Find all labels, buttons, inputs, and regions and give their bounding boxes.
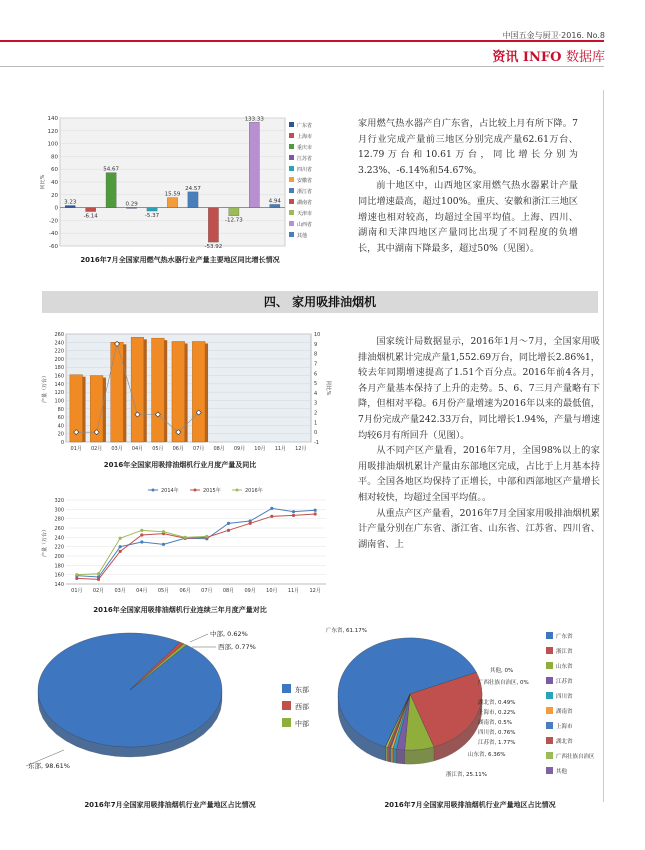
y-tick-label: 140 xyxy=(47,116,58,122)
data-label: 0.29 xyxy=(125,201,138,208)
data-label: -12.73 xyxy=(224,217,243,224)
pie-side xyxy=(388,747,390,762)
legend-label: 湖南省 xyxy=(297,200,313,206)
legend-label: 广东省 xyxy=(556,634,573,640)
legend-swatch xyxy=(289,166,294,171)
y-tick-label: 240 xyxy=(54,535,64,542)
series-point xyxy=(314,509,317,512)
x-tick-label: 03月 xyxy=(114,588,126,594)
x-tick-label: 12月 xyxy=(295,446,307,452)
x-tick-label: 10月 xyxy=(254,446,266,452)
bar xyxy=(208,208,218,243)
legend-swatch xyxy=(546,632,553,639)
legend-label: 天津市 xyxy=(297,211,313,217)
series-point xyxy=(270,507,273,510)
leader-line xyxy=(190,634,208,642)
series-point xyxy=(314,512,317,515)
chart3-caption: 2016年全国家用吸排油烟机行业连续三年月度产量对比 xyxy=(93,606,267,614)
legend-label: 2015年 xyxy=(203,488,221,494)
y-tick-label: 120 xyxy=(47,128,58,135)
y-tick-label: 60 xyxy=(57,415,64,422)
legend-label: 中部 xyxy=(295,720,309,728)
section-header xyxy=(492,46,605,65)
legend-label: 西部 xyxy=(295,703,309,711)
pie-side xyxy=(396,749,404,764)
legend-swatch xyxy=(289,122,294,127)
x-tick-label: 08月 xyxy=(213,446,225,452)
legend-label: 广西壮族自治区 xyxy=(556,754,595,760)
series-point xyxy=(75,577,78,580)
data-label: 湖南省, 0.5% xyxy=(478,720,512,726)
y2-tick-label: -1 xyxy=(314,440,319,446)
legend-swatch xyxy=(282,718,291,727)
bar xyxy=(249,122,259,207)
legend-swatch xyxy=(282,684,291,693)
growth-bar-chart xyxy=(40,112,330,262)
x-tick-label: 04月 xyxy=(136,588,148,594)
data-label: 浙江省, 25.11% xyxy=(446,772,487,778)
y-tick-label: 100 xyxy=(54,398,64,405)
bar-side xyxy=(144,339,147,442)
legend-label: 江苏省 xyxy=(556,679,573,685)
data-label: 15.59 xyxy=(164,191,181,198)
x-tick-label: 08月 xyxy=(222,588,235,594)
legend-swatch xyxy=(289,221,294,226)
pie-side xyxy=(385,747,387,762)
bar xyxy=(172,341,185,442)
series-point xyxy=(227,522,230,525)
series-point xyxy=(162,530,165,533)
x-tick-label: 01月 xyxy=(70,446,82,452)
legend-label: 2014年 xyxy=(161,488,179,494)
legend-label: 山西省 xyxy=(297,222,313,228)
legend-label: 上海市 xyxy=(556,724,573,730)
data-label: 上海市, 0.22% xyxy=(478,710,516,716)
y-tick-label: 280 xyxy=(54,516,64,523)
bar xyxy=(229,208,239,216)
y-tick-label: 60 xyxy=(51,167,58,174)
legend-label: 浙江省 xyxy=(297,189,313,195)
x-tick-label: 11月 xyxy=(287,588,300,594)
x-tick-label: 07月 xyxy=(193,446,205,452)
legend-swatch xyxy=(546,647,553,654)
legend-swatch xyxy=(289,232,294,237)
legend-swatch xyxy=(546,692,553,699)
y-tick-label: 100 xyxy=(47,141,58,148)
legend-swatch xyxy=(289,177,294,182)
data-label: 中部, 0.62% xyxy=(210,630,248,638)
series-point xyxy=(140,529,143,532)
x-tick-label: 02月 xyxy=(90,446,103,452)
x-tick-label: 12月 xyxy=(309,588,321,594)
y-tick-label: 180 xyxy=(54,365,64,372)
y-tick-label: 20 xyxy=(51,192,58,199)
legend-marker xyxy=(194,489,197,492)
bar xyxy=(192,341,205,442)
bar xyxy=(147,208,157,211)
series-point xyxy=(119,550,122,553)
series-point xyxy=(227,529,230,532)
series-point xyxy=(205,535,208,538)
y-tick-label: 140 xyxy=(54,582,64,588)
x-tick-label: 06月 xyxy=(172,446,184,452)
data-label: 山东省, 6.36% xyxy=(468,752,506,758)
chart1-caption: 2016年7月全国家用燃气热水器行业产量主要地区同比增长情况 xyxy=(80,256,280,264)
series-point xyxy=(140,533,143,536)
bar xyxy=(152,338,165,442)
x-tick-label: 03月 xyxy=(111,446,123,452)
bar xyxy=(131,337,144,442)
data-label: -5.37 xyxy=(144,213,160,220)
y-tick-label: 20 xyxy=(57,431,64,438)
legend-label: 上海市 xyxy=(297,134,313,140)
series-point xyxy=(97,572,100,575)
legend-label: 东部 xyxy=(295,686,309,694)
paragraph-3: 国家统计局数据显示，2016年1月～7月，全国家用吸排油烟机累计完成产量1,552.69万台，同比增长2.86%1，较去年同期增速提高了1.51个百分点。2016年前4各月，各月产量基本保持了上升的走势。5、6、7三月产量略有下降，但相对平稳。6月份产量增速为2016年以来的最低值，7月份完成产量242.33万台，同比增长1.94%，产量与增速均较6月有所回升（见图）。 xyxy=(358,336,600,441)
data-label: 西部, 0.77% xyxy=(218,643,256,651)
legend-label: 其他 xyxy=(297,233,308,239)
region-pie-chart xyxy=(20,622,340,792)
y-tick-label: 260 xyxy=(54,332,64,338)
data-label: 广西壮族自治区, 0% xyxy=(478,680,529,686)
legend-swatch xyxy=(546,662,553,669)
series-point xyxy=(270,515,273,518)
bar xyxy=(65,206,75,208)
y2-tick-label: 0 xyxy=(314,430,318,437)
data-label: 24.57 xyxy=(185,185,201,192)
paragraph-2: 前十地区中，山西地区家用燃气热水器累计产量同比增速最高，超过100%。重庆、安徽和浙江三地区增速也相对较高，均超过全国平均值。上海、四川、湖南和天津四地区产量同比出现了不同程度的负增长，其中湖南下降最多，超过50%（见图）。 xyxy=(358,180,578,254)
y2-tick-label: 1 xyxy=(314,420,318,427)
y-tick-label: 40 xyxy=(51,180,58,186)
x-tick-label: 05月 xyxy=(157,588,170,594)
y-tick-label: 120 xyxy=(54,390,64,397)
paragraph-block-2 xyxy=(358,334,600,552)
x-tick-label: 04月 xyxy=(131,446,144,452)
y-tick-label: 320 xyxy=(54,498,64,504)
series-line xyxy=(77,530,207,574)
y-tick-label: -40 xyxy=(49,231,58,238)
series-point xyxy=(119,537,122,540)
legend-label: 2016年 xyxy=(245,488,263,494)
bar xyxy=(167,198,177,208)
series-point xyxy=(249,522,252,525)
y-tick-label: 0 xyxy=(60,440,64,446)
x-tick-label: 10月 xyxy=(266,588,278,594)
y2-tick-label: 7 xyxy=(314,361,318,368)
bar xyxy=(270,204,280,207)
data-label: 江苏省, 1.77% xyxy=(478,740,516,746)
paragraph-block-1 xyxy=(358,116,578,256)
header-divider xyxy=(0,66,604,67)
legend-swatch xyxy=(289,144,294,149)
y-tick-label: -20 xyxy=(49,218,58,225)
legend-label: 浙江省 xyxy=(556,649,573,655)
section-label: 资讯 INFO xyxy=(492,50,562,65)
x-tick-label: 06月 xyxy=(179,588,191,594)
bar xyxy=(126,207,136,208)
y2-tick-label: 10 xyxy=(314,332,321,338)
legend-label: 四川省 xyxy=(556,694,573,700)
data-label: 广东省, 61.17% xyxy=(326,628,367,634)
legend-swatch xyxy=(546,677,553,684)
legend-marker xyxy=(152,489,155,492)
series-point xyxy=(292,514,295,517)
data-label: 133.33 xyxy=(244,116,264,123)
y2-tick-label: 8 xyxy=(314,351,318,358)
legend-swatch xyxy=(289,133,294,138)
series-point xyxy=(119,545,122,548)
bar-side xyxy=(164,340,167,442)
data-label: -53.92 xyxy=(204,244,223,251)
y2-axis-label: 同比% xyxy=(325,380,331,396)
legend-swatch xyxy=(289,188,294,193)
province-pie-chart xyxy=(318,622,604,797)
y-tick-label: 240 xyxy=(54,340,64,347)
pie-side xyxy=(393,749,396,764)
y-tick-label: 220 xyxy=(54,348,64,355)
x-tick-label: 09月 xyxy=(244,588,256,594)
legend-marker xyxy=(236,489,239,492)
y-tick-label: 180 xyxy=(54,563,64,570)
legend-label: 安徽省 xyxy=(297,178,313,184)
monthly-output-chart xyxy=(40,330,335,465)
section-title: 四、 家用吸排油烟机 xyxy=(42,291,598,313)
legend-label: 湖北省 xyxy=(556,739,573,745)
data-label: 湖北省, 0.49% xyxy=(478,700,516,706)
section-sublabel: 数据库 xyxy=(565,50,605,65)
legend-label: 其他 xyxy=(556,769,568,775)
data-label: 东部, 98.61% xyxy=(28,762,70,770)
legend-swatch xyxy=(289,210,294,215)
y-tick-label: 300 xyxy=(54,507,64,514)
y2-tick-label: 6 xyxy=(314,371,318,378)
legend-label: 重庆市 xyxy=(297,145,313,151)
pie2-caption: 2016年7月全国家用吸排油烟机行业产量地区占比情况 xyxy=(384,801,556,809)
y-tick-label: 80 xyxy=(57,406,64,413)
legend-label: 广东省 xyxy=(297,123,313,129)
three-year-line-chart xyxy=(40,484,335,604)
y-axis-label: 同比% xyxy=(40,174,46,190)
x-tick-label: 07月 xyxy=(201,588,213,594)
y2-tick-label: 2 xyxy=(314,410,318,417)
legend-label: 江苏省 xyxy=(297,156,313,162)
header-rule xyxy=(0,40,604,42)
legend-label: 湖南省 xyxy=(556,709,573,715)
y-tick-label: -60 xyxy=(49,244,58,250)
legend-label: 四川省 xyxy=(297,167,313,173)
series-point xyxy=(184,536,187,539)
paragraph-1: 家用燃气热水器产自广东省，占比较上月有所下降。7月行业完成产量前三地区分别完成产量62.61万台、12.79万台和10.61万台，同比增长分别为3.23%、-6.14%和54.67%。 xyxy=(358,118,578,176)
bar-side xyxy=(123,344,126,442)
chart2-caption: 2016年全国家用吸排油烟机行业月度产量及同比 xyxy=(103,461,257,469)
legend-swatch xyxy=(546,767,553,774)
y-axis-label: 产量（万台） xyxy=(42,372,48,404)
data-label: 4.94 xyxy=(268,198,281,205)
y-tick-label: 220 xyxy=(54,544,64,551)
y-tick-label: 160 xyxy=(54,572,64,579)
series-point xyxy=(75,573,78,576)
data-label: 3.23 xyxy=(64,199,77,206)
bar xyxy=(86,208,96,212)
legend-swatch xyxy=(289,155,294,160)
x-tick-label: 01月 xyxy=(71,588,83,594)
x-tick-label: 09月 xyxy=(233,446,246,452)
series-point xyxy=(162,543,165,546)
legend-swatch xyxy=(289,199,294,204)
bar-side xyxy=(185,343,188,442)
paragraph-5: 从重点产区产量看，2016年7月全国家用吸排油烟机累计产量分别在广东省、浙江省、山东省、江苏省、四川省、湖南省、上 xyxy=(358,507,600,550)
x-tick-label: 05月 xyxy=(152,446,164,452)
bar-side xyxy=(103,378,106,442)
paragraph-4: 从不同产区产量看，2016年7月，全国98%以上的家用吸排油烟机累计产量由东部地区完成，占比于上月基本持平。全国各地区均保持了正增长，中部和西部地区产量增长相对较快，均超过全国平均值。。 xyxy=(358,445,600,503)
bar-side xyxy=(205,343,208,442)
legend-label: 山东省 xyxy=(556,664,573,670)
data-label: 四川省, 0.76% xyxy=(478,730,516,736)
series-point xyxy=(292,510,295,513)
legend-swatch xyxy=(282,701,291,710)
y-tick-label: 140 xyxy=(54,381,64,388)
y-tick-label: 40 xyxy=(57,423,64,430)
y-tick-label: 160 xyxy=(54,373,64,380)
legend-swatch xyxy=(546,707,553,714)
y-tick-label: 80 xyxy=(51,154,58,161)
legend-swatch xyxy=(546,752,553,759)
y2-tick-label: 5 xyxy=(314,381,318,388)
data-label: 54.67 xyxy=(103,166,120,173)
legend-swatch xyxy=(546,722,553,729)
data-label: 其他, 0% xyxy=(490,668,514,674)
legend-swatch xyxy=(546,737,553,744)
y2-tick-label: 4 xyxy=(314,390,318,397)
issue-label: 中国五金与厨卫·2016. No.8 xyxy=(502,31,605,40)
bar xyxy=(188,192,198,208)
y-tick-label: 0 xyxy=(54,205,58,212)
series-point xyxy=(140,540,143,543)
x-tick-label: 11月 xyxy=(274,446,287,452)
y-tick-label: 260 xyxy=(54,526,64,532)
data-label: -6.14 xyxy=(83,213,98,220)
y-tick-label: 200 xyxy=(54,554,64,560)
pie-side xyxy=(390,748,391,762)
y2-tick-label: 9 xyxy=(314,341,318,348)
bar xyxy=(106,173,116,208)
y-tick-label: 200 xyxy=(54,356,64,363)
x-tick-label: 02月 xyxy=(92,588,105,594)
pie1-caption: 2016年7月全国家用吸排油烟机行业产量地区占比情况 xyxy=(84,801,256,809)
pie-side xyxy=(391,748,393,762)
y-axis-label: 产量（万台） xyxy=(42,526,48,558)
bar xyxy=(111,342,124,442)
y2-tick-label: 3 xyxy=(314,400,318,407)
series-point xyxy=(97,578,100,581)
